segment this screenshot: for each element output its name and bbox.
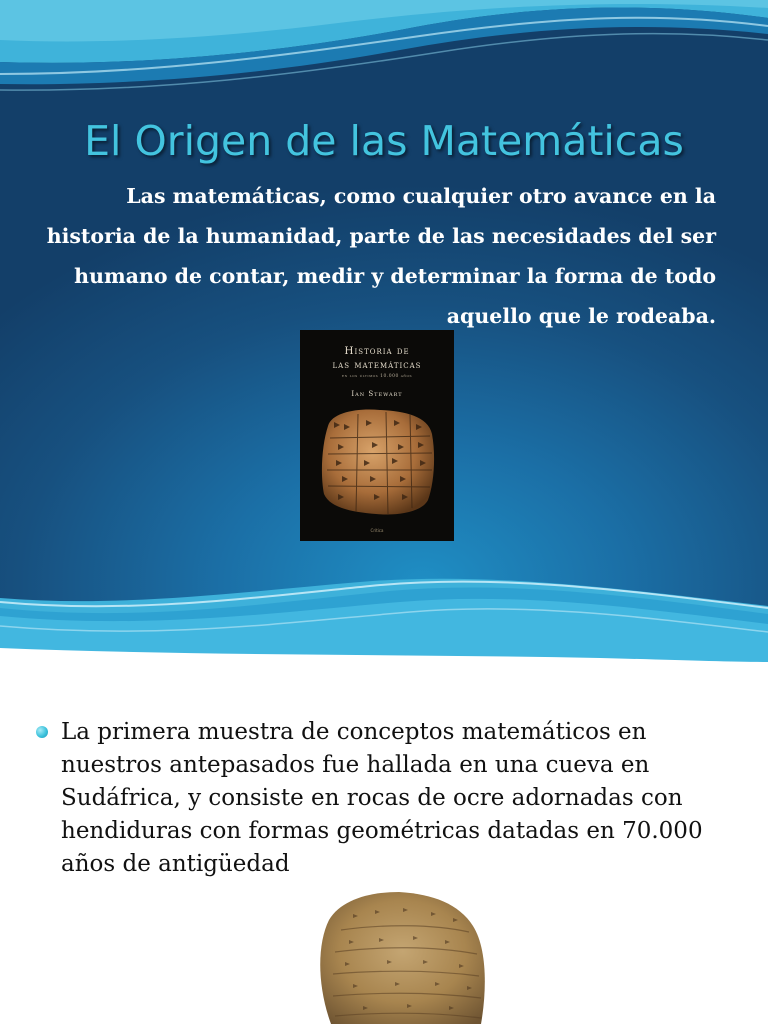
book-title: Historia de las matemáticas <box>332 345 422 371</box>
book-cover-image <box>300 330 454 541</box>
intro-paragraph: Las matemáticas, como cualquier otro avance en la historia de la humanidad, parte de las necesidades del ser humano de contar, medir y determinar la forma de todo aquello que le rodeaba. <box>46 184 716 328</box>
book-subtitle: en los últimos 10.000 años <box>341 374 413 379</box>
book-author: Ian Stewart <box>351 390 403 398</box>
book-publisher: Crítica <box>370 528 384 533</box>
slide-2 <box>0 662 768 1024</box>
bullet-item <box>36 716 726 881</box>
clay-tablet-photo <box>283 890 501 1024</box>
slide-title: El Origen de las Matemáticas <box>84 117 684 165</box>
cuneiform-tablet-illustration <box>318 408 438 516</box>
bottom-wave-decoration <box>0 568 768 662</box>
bullet-marker-icon <box>36 726 48 738</box>
bullet-text: La primera muestra de conceptos matemáticos en nuestros antepasados fue hallada en una cueva en Sudáfrica, y consiste en rocas de ocre adornadas con hendiduras con formas geométricas datadas en 70.000 años de antigüedad <box>61 719 703 877</box>
top-wave-decoration <box>0 0 768 110</box>
